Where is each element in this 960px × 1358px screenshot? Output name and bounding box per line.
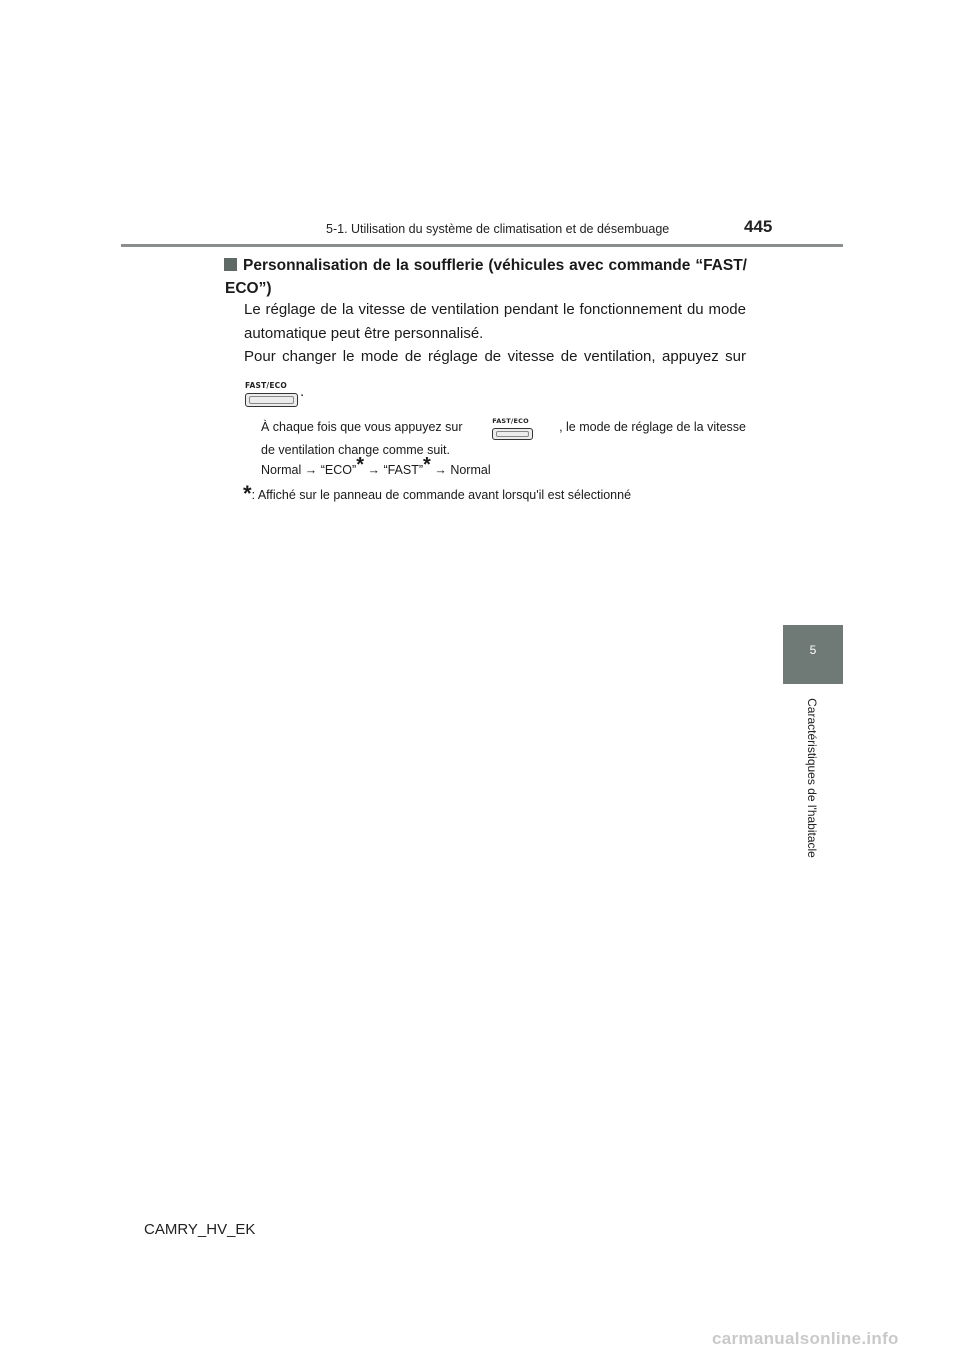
sequence-step-eco: “ECO” bbox=[320, 463, 357, 477]
note-text-after: , le mode de réglage de la vitesse bbox=[559, 420, 746, 434]
paragraph-instruction: Pour changer le mode de réglage de vitesse de ventilation, appuyez sur bbox=[244, 348, 746, 365]
note-line-2: de ventilation change comme suit. bbox=[261, 443, 450, 457]
arrow-right-icon: → bbox=[367, 463, 380, 477]
sequence-step-fast: “FAST” bbox=[383, 463, 424, 477]
chapter-tab bbox=[783, 625, 843, 684]
note-line-1 bbox=[261, 418, 746, 441]
asterisk-marker: * bbox=[356, 454, 364, 476]
mode-sequence bbox=[261, 454, 746, 480]
header-divider bbox=[121, 244, 843, 247]
note-button-press bbox=[261, 418, 746, 460]
footnote bbox=[243, 481, 632, 506]
fast-eco-button-icon bbox=[245, 381, 298, 407]
footnote-asterisk: * bbox=[243, 481, 252, 506]
footnote-text: : Affiché sur le panneau de commande avant lorsqu'il est sélectionné bbox=[251, 488, 632, 502]
fast-eco-button-label-inline: FAST/ECO bbox=[492, 417, 529, 425]
watermark: carmanualsonline.info bbox=[712, 1329, 899, 1348]
arrow-right-icon: → bbox=[304, 463, 318, 477]
sentence-period: . bbox=[300, 383, 305, 400]
square-bullet-icon bbox=[224, 258, 237, 271]
heading-text: Personnalisation de la soufflerie (véhicules avec commande “FAST/ ECO”) bbox=[225, 257, 747, 297]
button-bar-icon-inline bbox=[492, 428, 533, 440]
fast-eco-button-label: FAST/ECO bbox=[245, 381, 287, 390]
fast-eco-button-icon-inline bbox=[492, 417, 533, 440]
button-bar-icon bbox=[245, 393, 298, 407]
paragraph-auto-mode: Le réglage de la vitesse de ventilation pendant le fonctionnement du mode automatique peut être personnalisé. bbox=[244, 301, 746, 342]
section-heading bbox=[225, 254, 747, 300]
chapter-number: 5 bbox=[809, 643, 817, 657]
model-code: CAMRY_HV_EK bbox=[144, 1221, 256, 1238]
chapter-title: Caractéristiques de l'habitacle bbox=[805, 698, 819, 858]
note-text-before: À chaque fois que vous appuyez sur bbox=[261, 420, 463, 434]
sequence-step-normal-end: Normal bbox=[450, 463, 491, 477]
section-title: 5-1. Utilisation du système de climatisation et de désembuage bbox=[326, 222, 670, 236]
asterisk-marker: * bbox=[423, 454, 431, 476]
sequence-step-normal: Normal bbox=[261, 463, 302, 477]
page-number: 445 bbox=[744, 217, 773, 236]
arrow-right-icon: → bbox=[434, 463, 447, 477]
